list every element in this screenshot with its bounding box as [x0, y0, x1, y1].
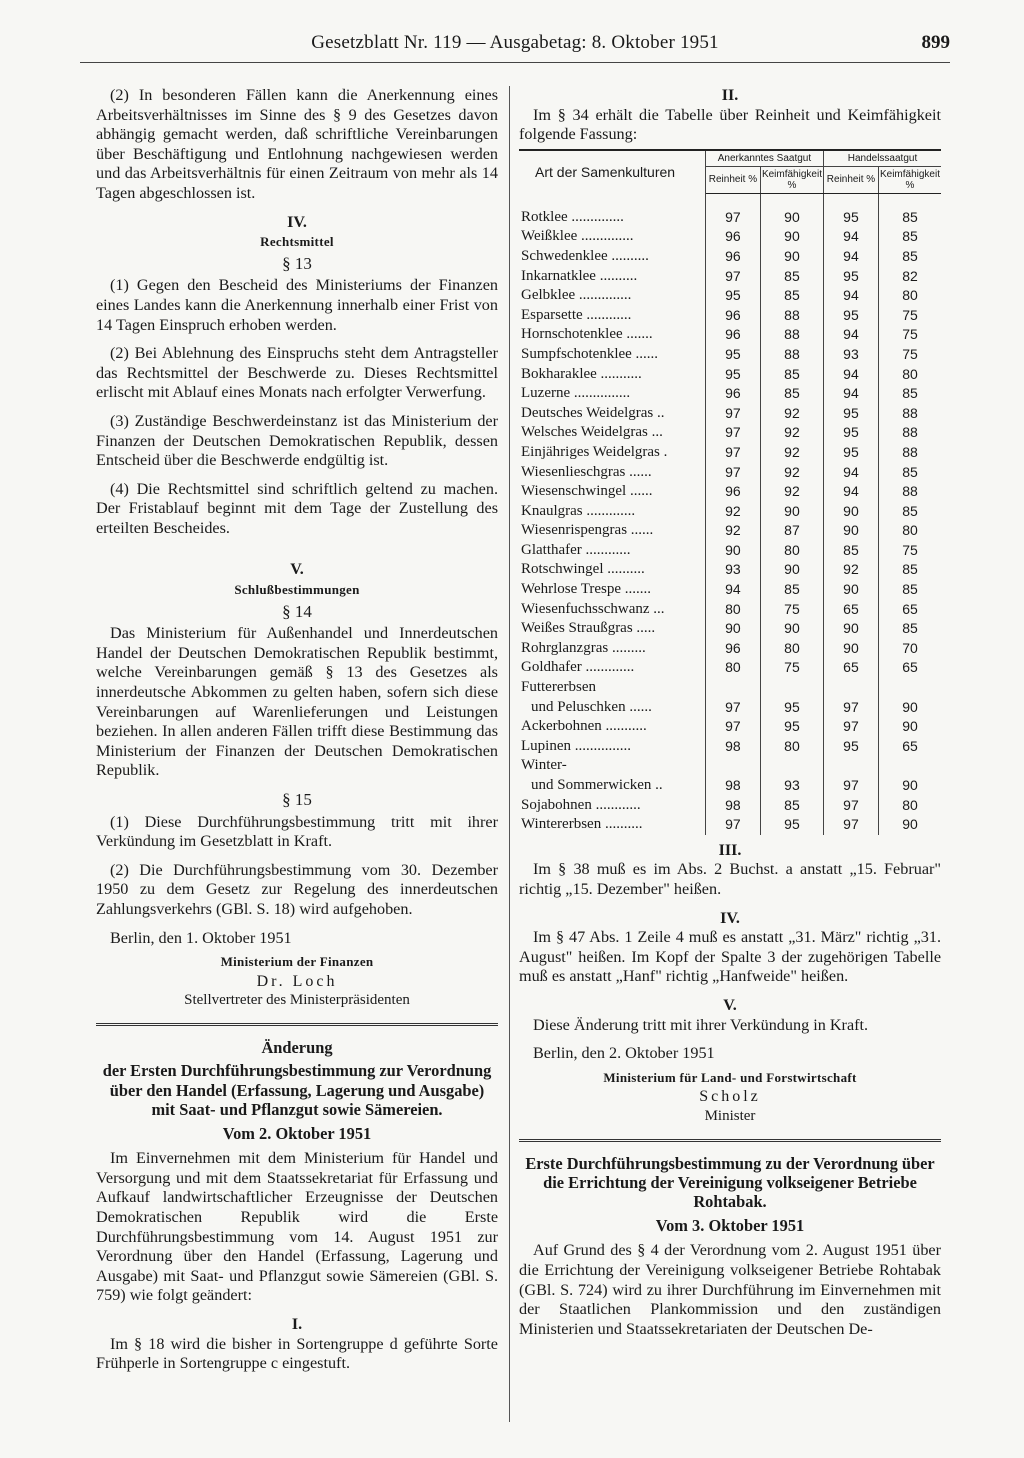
value-cell: 97: [823, 796, 878, 816]
value-cell: 88: [902, 483, 918, 500]
value-cell: 92: [760, 463, 823, 483]
value-cell: 97: [705, 678, 760, 717]
value-cell: 97: [705, 463, 760, 483]
seed-name-cell: Sojabohnen ............: [519, 796, 705, 816]
table-row: [519, 267, 941, 287]
value-cell: 70: [902, 639, 918, 656]
value-cell: 90: [760, 247, 823, 267]
left-column: [96, 86, 498, 1383]
value-cell: 80: [760, 737, 823, 757]
value-cell: 93: [760, 756, 823, 795]
column-header-art: Art der Samenkulturen: [519, 150, 705, 194]
table-row: [519, 463, 941, 483]
table-row: [519, 345, 941, 365]
value-cell: 97: [705, 815, 760, 835]
document-3-intro: Auf Grund des § 4 der Verordnung vom 2. August 1951 über die Errichtung der Vereinigung volkseigener Betriebe Rohtabak (GBl. S. 724) wird zu ihrer Durchführung im Einvernehmen mit der Staatlichen Plankommission und den zuständigen Ministerien und Staatssekretariaten der Deutschen De-: [519, 1241, 941, 1338]
value-cell: 97: [705, 193, 760, 227]
value-cell: 90: [823, 502, 878, 522]
value-cell: 92: [760, 404, 823, 424]
value-cell: 80: [760, 639, 823, 659]
value-cell: 88: [902, 443, 918, 460]
table-row: [519, 815, 941, 835]
value-cell: 75: [902, 306, 918, 323]
value-cell: 95: [760, 815, 823, 835]
value-cell: 65: [823, 658, 878, 678]
value-cell: 85: [902, 385, 918, 402]
value-cell: 80: [705, 600, 760, 620]
value-cell: 92: [705, 521, 760, 541]
value-cell: 97: [705, 443, 760, 463]
seed-name-cell: Welsches Weidelgras ...: [519, 423, 705, 443]
seed-name-cell: Goldhafer .............: [519, 658, 705, 678]
value-cell: 92: [823, 560, 878, 580]
value-cell: 96: [705, 306, 760, 326]
value-cell: 97: [705, 267, 760, 287]
value-cell: 85: [902, 228, 918, 245]
table-row: [519, 193, 941, 227]
table-row: [519, 365, 941, 385]
amendment-iii-text: Im § 38 muß es im Abs. 2 Buchst. a anstatt „15. Februar" richtig „15. Dezember" heißen.: [519, 860, 941, 898]
value-cell: 65: [902, 600, 918, 617]
table-row: [519, 384, 941, 404]
seed-name-cell: Luzerne ...............: [519, 384, 705, 404]
column-header-reinheit-1: Reinheit %: [705, 166, 760, 193]
paragraph-15-heading: § 15: [282, 790, 312, 809]
section-iv-number: IV.: [287, 213, 307, 231]
table-row: [519, 678, 941, 717]
value-cell: 97: [705, 717, 760, 737]
value-cell: 94: [823, 384, 878, 404]
amendment-i-number: I.: [291, 1315, 303, 1333]
seed-name-cell: Wiesenfuchsschwanz ...: [519, 600, 705, 620]
value-cell: 93: [705, 560, 760, 580]
value-cell: 97: [705, 423, 760, 443]
seed-name-cell: Sumpfschotenklee ......: [519, 345, 705, 365]
column-group-handel: Handelssaatgut: [823, 150, 941, 167]
value-cell: 88: [902, 404, 918, 421]
value-cell: 90: [705, 619, 760, 639]
amendment-v-number: V.: [723, 996, 737, 1014]
value-cell: 85: [760, 580, 823, 600]
column-divider: [509, 86, 510, 1422]
value-cell: 85: [760, 365, 823, 385]
value-cell: 97: [823, 678, 878, 717]
value-cell: 97: [823, 717, 878, 737]
page-header: [80, 28, 950, 63]
section-v-title: Schlußbestimmungen: [234, 582, 360, 598]
column-header-keim-1: Keimfähigkeit %: [760, 166, 823, 193]
seed-quality-table: [519, 149, 941, 835]
seed-name-cell: Wiesenlieschgras ......: [519, 463, 705, 483]
value-cell: 96: [705, 227, 760, 247]
value-cell: 90: [823, 619, 878, 639]
table-row: [519, 443, 941, 463]
value-cell: 90: [823, 639, 878, 659]
value-cell: 90: [760, 502, 823, 522]
paragraph-13-4: (4) Die Rechtsmittel sind schriftlich geltend zu machen. Der Fristablauf beginnt mit dem Tage der Zustellung des erteilten Bescheides.: [96, 479, 498, 537]
column-header-keim-2: Keimfähigkeit %: [878, 166, 941, 193]
value-cell: 75: [760, 600, 823, 620]
table-row: [519, 658, 941, 678]
value-cell: 90: [902, 718, 918, 735]
section-rule-2: [519, 1139, 941, 1142]
table-row: [519, 756, 941, 795]
seed-name-cell: Glatthafer ............: [519, 541, 705, 561]
seed-name-cell: Hornschotenklee .......: [519, 325, 705, 345]
table-row: [519, 600, 941, 620]
value-cell: 95: [823, 193, 878, 227]
seed-name-cell: Wiesenschwingel ......: [519, 482, 705, 502]
value-cell: 65: [902, 659, 918, 676]
column-group-anerkannt: Anerkanntes Saatgut: [705, 150, 823, 167]
seed-name-cell: Lupinen ...............: [519, 737, 705, 757]
amendment-ii-text: Im § 34 erhält die Tabelle über Reinheit und Keimfähigkeit folgende Fassung:: [519, 105, 941, 144]
value-cell: 85: [760, 796, 823, 816]
value-cell: 94: [823, 482, 878, 502]
amendment-v-text: Diese Änderung tritt mit ihrer Verkündung in Kraft.: [533, 1015, 869, 1034]
paragraph-13-heading: § 13: [282, 253, 312, 273]
value-cell: 90: [823, 580, 878, 600]
signature-role: Stellvertreter des Ministerpräsidenten: [184, 992, 410, 1009]
seed-name-cell: Bokharaklee ...........: [519, 365, 705, 385]
value-cell: 95: [705, 286, 760, 306]
amendment-iv-text: Im § 47 Abs. 1 Zeile 4 muß es anstatt „31. März" richtig „31. August" heißen. Im Kopf der Spalte 3 der zugehörigen Tabelle muß es anstatt „Hanf" richtig „Hanfweide" heißen.: [519, 928, 941, 986]
table-row: [519, 619, 941, 639]
table-row: [519, 796, 941, 816]
value-cell: 95: [823, 267, 878, 287]
value-cell: 98: [705, 737, 760, 757]
amendment-iii-number: III.: [718, 841, 742, 859]
value-cell: 94: [823, 247, 878, 267]
seed-name-cell: Rotschwingel ..........: [519, 560, 705, 580]
paragraph-15-2: (2) Die Durchführungsbestimmung vom 30. Dezember 1950 zu dem Gesetz zur Regelung des innerdeutschen Zahlungsverkehrs (GBl. S. 18) wird aufgehoben.: [96, 860, 498, 918]
signature-name: Dr. Loch: [256, 972, 338, 990]
value-cell: 94: [823, 227, 878, 247]
table-row: [519, 580, 941, 600]
value-cell: 97: [705, 404, 760, 424]
value-cell: 85: [902, 247, 918, 264]
value-cell: 80: [902, 365, 918, 382]
paragraph-13-2: (2) Bei Ablehnung des Einspruchs steht dem Antragsteller das Rechtsmittel der Beschwerde zu. Dieses Rechtsmittel erlischt mit Ablauf eines Monats nach erfolgter Verwerfung.: [96, 344, 498, 402]
seed-name-cell: Wintererbsen ..........: [519, 815, 705, 835]
column-header-reinheit-2: Reinheit %: [823, 166, 878, 193]
seed-name-cell: Ackerbohnen ...........: [519, 717, 705, 737]
value-cell: 92: [760, 482, 823, 502]
value-cell: 82: [902, 267, 918, 284]
value-cell: 90: [823, 521, 878, 541]
seed-name-cell: Winter- und Sommerwicken ..: [519, 756, 705, 795]
value-cell: 80: [902, 522, 918, 539]
value-cell: 93: [823, 345, 878, 365]
table-row: [519, 737, 941, 757]
paragraph-15-1: (1) Diese Durchführungsbestimmung tritt mit ihrer Verkündung im Gesetzblatt in Kraft.: [96, 812, 498, 851]
value-cell: 96: [705, 482, 760, 502]
value-cell: 98: [705, 756, 760, 795]
document-title-word: Änderung: [261, 1037, 333, 1057]
amendment-i-text: Im § 18 wird die bisher in Sortengruppe d geführte Sorte Frühperle in Sortengruppe c eingestuft.: [96, 1334, 498, 1373]
table-row: [519, 306, 941, 326]
paragraph-13-1: (1) Gegen den Bescheid des Ministeriums der Finanzen eines Landes kann die Anerkennung innerhalb einer Frist von 14 Tagen Einspruch erhoben werden.: [96, 276, 498, 334]
seed-table-body: [519, 193, 941, 835]
seed-name-cell: Esparsette ............: [519, 306, 705, 326]
value-cell: 90: [902, 816, 918, 833]
seed-name-cell: Schwedenklee ..........: [519, 247, 705, 267]
table-row: [519, 502, 941, 522]
value-cell: 85: [902, 463, 918, 480]
page-number: 899: [921, 32, 950, 53]
value-cell: 92: [705, 502, 760, 522]
seed-name-cell: Rohrglanzgras .........: [519, 639, 705, 659]
value-cell: 97: [823, 815, 878, 835]
seed-name-cell: Wiesenrispengras ......: [519, 521, 705, 541]
value-cell: 90: [760, 193, 823, 227]
amendment-ii-number: II.: [721, 87, 739, 104]
value-cell: 95: [705, 365, 760, 385]
value-cell: 90: [760, 619, 823, 639]
value-cell: 95: [823, 423, 878, 443]
signature-ministry-2: Ministerium für Land- und Forstwirtschaft: [603, 1069, 857, 1085]
document-intro: Im Einvernehmen mit dem Ministerium für Handel und Versorgung und mit dem Staatssekretariat für Erfassung und Aufkauf landwirtschaftlicher Erzeugnisse der Deutschen Demokratischen Republik wird die Erste Durchführungsbestimmung vom 14. August 1951 zur Verordnung über den Handel (Erfassung, Lagerung und Ausgabe) mit Saat- und Pflanzgut sowie Sämereien (GBl. S. 759) wie folgt geändert:: [96, 1149, 498, 1305]
table-row: [519, 325, 941, 345]
seed-name-cell: Einjähriges Weidelgras .: [519, 443, 705, 463]
value-cell: 87: [760, 521, 823, 541]
section-rule: [96, 1023, 498, 1026]
signature-place-date: Berlin, den 1. Oktober 1951: [110, 928, 292, 947]
table-row: [519, 404, 941, 424]
value-cell: 96: [705, 384, 760, 404]
value-cell: 85: [902, 581, 918, 598]
value-cell: 96: [705, 325, 760, 345]
seed-name-cell: Wehrlose Trespe .......: [519, 580, 705, 600]
seed-name-cell: Weißes Straußgras .....: [519, 619, 705, 639]
seed-name-cell: Inkarnatklee ..........: [519, 267, 705, 287]
section-iv-title: Rechtsmittel: [260, 234, 334, 250]
document-date: Vom 2. Oktober 1951: [222, 1123, 372, 1143]
value-cell: 95: [823, 443, 878, 463]
value-cell: 75: [902, 326, 918, 343]
paragraph-9-2: (2) In besonderen Fällen kann die Anerkennung eines Arbeitsverhältnisses im Sinne des § 9 des Gesetzes davon abhängig gemacht werden, daß schriftliche Vereinbarungen über Beschäftigung und Entlohnung nachgewiesen werden und das Arbeitsverhältnis für einen Zeitraum von mehr als 14 Tagen abgeschlossen ist.: [96, 86, 498, 202]
value-cell: 95: [760, 717, 823, 737]
value-cell: 90: [705, 541, 760, 561]
value-cell: 75: [902, 345, 918, 362]
value-cell: 85: [902, 620, 918, 637]
paragraph-14-heading: § 14: [282, 601, 312, 621]
seed-name-cell: Rotklee ..............: [519, 193, 705, 227]
amendment-iv-number: IV.: [720, 909, 740, 927]
document-3-title: Erste Durchführungsbestimmung zu der Verordnung über die Errichtung der Vereinigung volkseigener Betriebe Rohtabak.: [525, 1153, 935, 1212]
seed-name-cell: Deutsches Weidelgras ..: [519, 404, 705, 424]
value-cell: 90: [760, 560, 823, 580]
seed-name-cell: Gelbklee ..............: [519, 286, 705, 306]
value-cell: 88: [760, 306, 823, 326]
value-cell: 95: [823, 306, 878, 326]
seed-name-cell: Futtererbsen und Peluschken ......: [519, 678, 705, 717]
table-row: [519, 717, 941, 737]
table-row: [519, 560, 941, 580]
value-cell: 85: [902, 561, 918, 578]
value-cell: 65: [902, 737, 918, 754]
value-cell: 85: [902, 502, 918, 519]
signature-name-2: Scholz: [699, 1088, 761, 1106]
value-cell: 80: [902, 287, 918, 304]
signature-ministry: Ministerium der Finanzen: [220, 954, 374, 970]
value-cell: 80: [902, 796, 918, 813]
value-cell: 85: [823, 541, 878, 561]
paragraph-14: Das Ministerium für Außenhandel und Innerdeutschen Handel der Deutschen Demokratischen Republik bestimmt, welche Vereinbarungen gemäß § 13 des Gesetzes als innerdeutsche Abkommen zu gelten haben, sofern sich diese Vereinbarungen auf Warenlieferungen und Leistungen beziehen. In allen anderen Fällen trifft diese Bestimmung das Ministerium der Finanzen der Deutschen Demokratischen Republik.: [96, 624, 498, 780]
table-row: [519, 423, 941, 443]
value-cell: 90: [902, 777, 918, 793]
value-cell: 92: [760, 423, 823, 443]
value-cell: 96: [705, 247, 760, 267]
value-cell: 94: [705, 580, 760, 600]
value-cell: 88: [760, 325, 823, 345]
value-cell: 94: [823, 463, 878, 483]
value-cell: 88: [902, 424, 918, 441]
value-cell: 75: [760, 658, 823, 678]
signature-role-2: Minister: [704, 1107, 756, 1124]
paragraph-13-3: (3) Zuständige Beschwerdeinstanz ist das Ministerium der Finanzen der Deutschen Demokratischen Republik, dessen Entscheid über die Beschwerde endgültig ist.: [96, 411, 498, 470]
section-v-number: V.: [290, 561, 304, 579]
value-cell: 94: [823, 325, 878, 345]
value-cell: 98: [705, 796, 760, 816]
value-cell: 90: [760, 227, 823, 247]
value-cell: 85: [760, 267, 823, 287]
value-cell: 85: [902, 208, 918, 225]
value-cell: 65: [823, 600, 878, 620]
value-cell: 94: [823, 286, 878, 306]
header-title: Gesetzblatt Nr. 119 — Ausgabetag: 8. Oktober 1951: [311, 32, 719, 53]
document-3-date: Vom 3. Oktober 1951: [655, 1215, 805, 1235]
value-cell: 85: [760, 286, 823, 306]
value-cell: 96: [705, 639, 760, 659]
table-row: [519, 286, 941, 306]
table-row: [519, 482, 941, 502]
document-title: der Ersten Durchführungsbestimmung zur Verordnung über den Handel (Erfassung, Lagerung und Ausgabe) mit Saat- und Pflanzgut sowie Sämereien.: [102, 1061, 492, 1120]
value-cell: 95: [760, 678, 823, 717]
value-cell: 88: [760, 345, 823, 365]
value-cell: 90: [902, 698, 918, 715]
value-cell: 85: [760, 384, 823, 404]
table-row: [519, 541, 941, 561]
signature-place-date-2: Berlin, den 2. Oktober 1951: [533, 1044, 715, 1063]
table-row: [519, 227, 941, 247]
seed-name-cell: Weißklee ..............: [519, 227, 705, 247]
value-cell: 94: [823, 365, 878, 385]
value-cell: 80: [705, 658, 760, 678]
value-cell: 95: [705, 345, 760, 365]
value-cell: 75: [902, 541, 918, 558]
table-row: [519, 247, 941, 267]
value-cell: 95: [823, 404, 878, 424]
right-column: [519, 86, 941, 1348]
seed-name-cell: Knaulgras .............: [519, 502, 705, 522]
table-row: [519, 521, 941, 541]
value-cell: 95: [823, 737, 878, 757]
value-cell: 97: [823, 756, 878, 795]
value-cell: 80: [760, 541, 823, 561]
table-row: [519, 639, 941, 659]
value-cell: 92: [760, 443, 823, 463]
